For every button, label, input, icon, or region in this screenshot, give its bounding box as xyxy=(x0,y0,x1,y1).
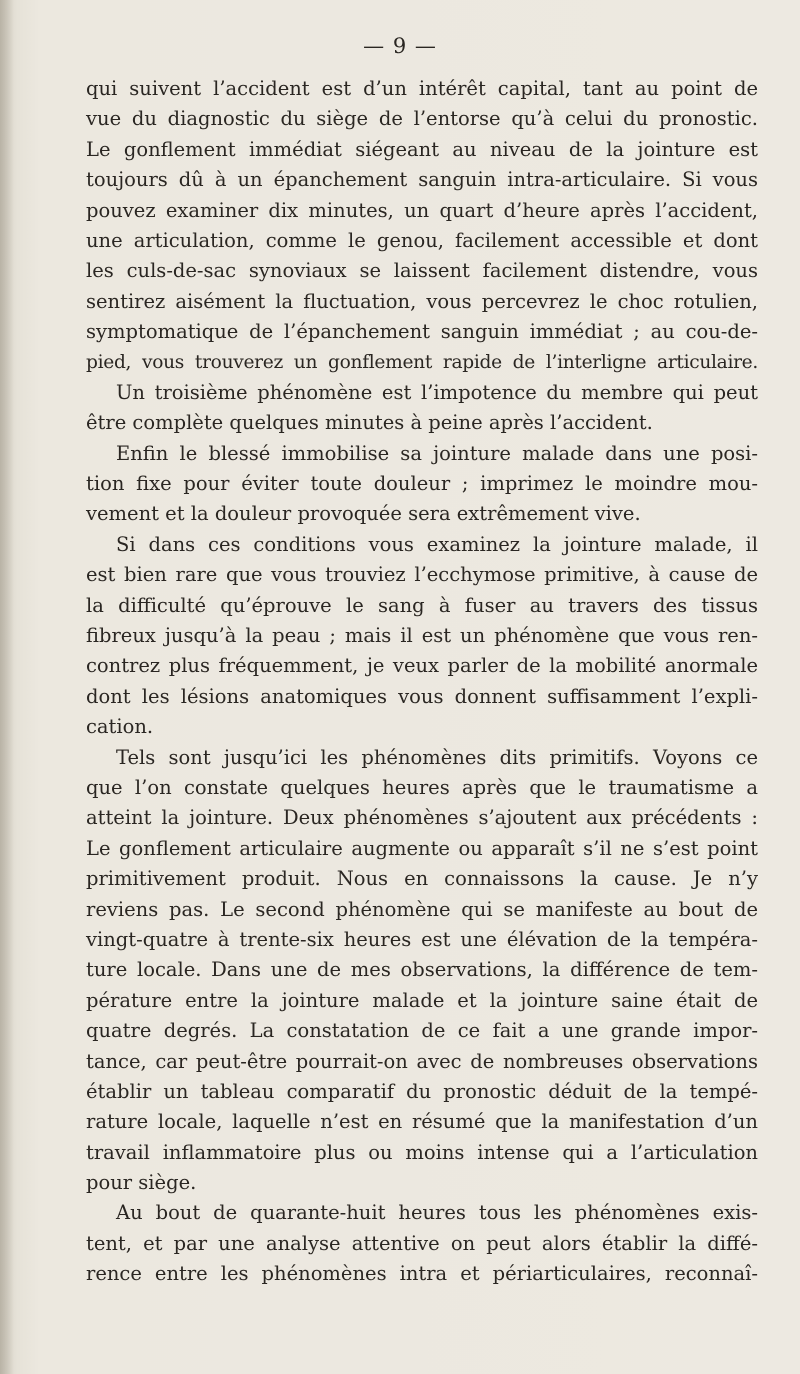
text-line: pérature entre la jointure malade et la jointure saine était de xyxy=(86,988,758,1012)
text-line: tent, et par une analyse attentive on peut alors établir la diffé- xyxy=(86,1231,758,1255)
text-line: les culs-de-sac synoviaux se laissent facilement distendre, vous xyxy=(86,259,758,283)
text-line: Un troisième phénomène est l’impotence du membre qui peut xyxy=(116,380,758,404)
text-line: ture locale. Dans une de mes observations, la différence de tem- xyxy=(86,958,758,982)
text-line: symptomatique de l’épanchement sanguin immédiat ; au cou-de- xyxy=(86,320,758,344)
text-line: pour siège. xyxy=(86,1171,197,1195)
text-line: vement et la douleur provoquée sera extrêmement vive. xyxy=(86,502,641,526)
text-line: tion fixe pour éviter toute douleur ; imprimez le moindre mou- xyxy=(86,472,758,496)
text-line: Le gonflement immédiat siégeant au niveau de la jointure est xyxy=(86,137,758,161)
text-line: travail inflammatoire plus ou moins intense qui a l’articulation xyxy=(86,1140,758,1164)
text-line: fibreux jusqu’à la peau ; mais il est un phénomène que vous ren- xyxy=(86,624,758,648)
text-line: pouvez examiner dix minutes, un quart d’heure après l’accident, xyxy=(86,198,758,222)
text-line: dont les lésions anatomiques vous donnent suffisamment l’expli- xyxy=(86,684,758,708)
text-line: vingt-quatre à trente-six heures est une élévation de la tempéra- xyxy=(86,927,758,951)
text-line: que l’on constate quelques heures après que le traumatisme a xyxy=(86,775,758,799)
text-line: qui suivent l’accident est d’un intérêt capital, tant au point de xyxy=(86,77,758,100)
page-number: — 9 — xyxy=(363,34,437,58)
text-line: Si dans ces conditions vous examinez la jointure malade, il xyxy=(116,532,758,556)
text-line: quatre degrés. La constatation de ce fait a une grande impor- xyxy=(86,1019,758,1043)
text-line: reviens pas. Le second phénomène qui se manifeste au bout de xyxy=(86,897,758,921)
body-text xyxy=(86,74,758,1290)
text-line: est bien rare que vous trouviez l’ecchymose primitive, à cause de xyxy=(86,563,758,587)
text-line: Tels sont jusqu’ici les phénomènes dits primitifs. Voyons ce xyxy=(116,745,758,769)
text-line: Au bout de quarante-huit heures tous les phénomènes exis- xyxy=(116,1201,758,1225)
page-gutter-shadow xyxy=(0,0,14,1374)
text-line: sentirez aisément la fluctuation, vous percevrez le choc rotulien, xyxy=(86,289,758,313)
text-line: Enfin le blessé immobilise sa jointure malade dans une posi- xyxy=(116,441,758,465)
text-line: la difficulté qu’éprouve le sang à fuser au travers des tissus xyxy=(86,593,758,617)
text-line: une articulation, comme le genou, facilement accessible et dont xyxy=(86,228,758,252)
text-line: rature locale, laquelle n’est en résumé que la manifestation d’un xyxy=(86,1110,758,1134)
text-line: tance, car peut-être pourrait-on avec de nombreuses observations xyxy=(86,1049,758,1073)
text-line: contrez plus fréquemment, je veux parler de la mobilité anormale xyxy=(86,654,758,678)
text-line: atteint la jointure. Deux phénomènes s’ajoutent aux précédents : xyxy=(86,806,758,830)
text-line: primitivement produit. Nous en connaissons la cause. Je n’y xyxy=(86,867,758,891)
text-line: vue du diagnostic du siège de l’entorse qu’à celui du pronostic. xyxy=(86,107,758,131)
text-line: toujours dû à un épanchement sanguin intra-articulaire. Si vous xyxy=(86,168,758,192)
text-line: établir un tableau comparatif du pronostic déduit de la tempé- xyxy=(86,1079,758,1103)
text-line: être complète quelques minutes à peine après l’accident. xyxy=(86,411,653,435)
text-line: cation. xyxy=(86,715,154,739)
text-line: rence entre les phénomènes intra et périarticulaires, reconnaî- xyxy=(86,1262,758,1286)
text-line: Le gonflement articulaire augmente ou apparaît s’il ne s’est point xyxy=(86,836,758,860)
text-line: pied, vous trouverez un gonflement rapide de l’interligne articulaire. xyxy=(86,351,758,373)
